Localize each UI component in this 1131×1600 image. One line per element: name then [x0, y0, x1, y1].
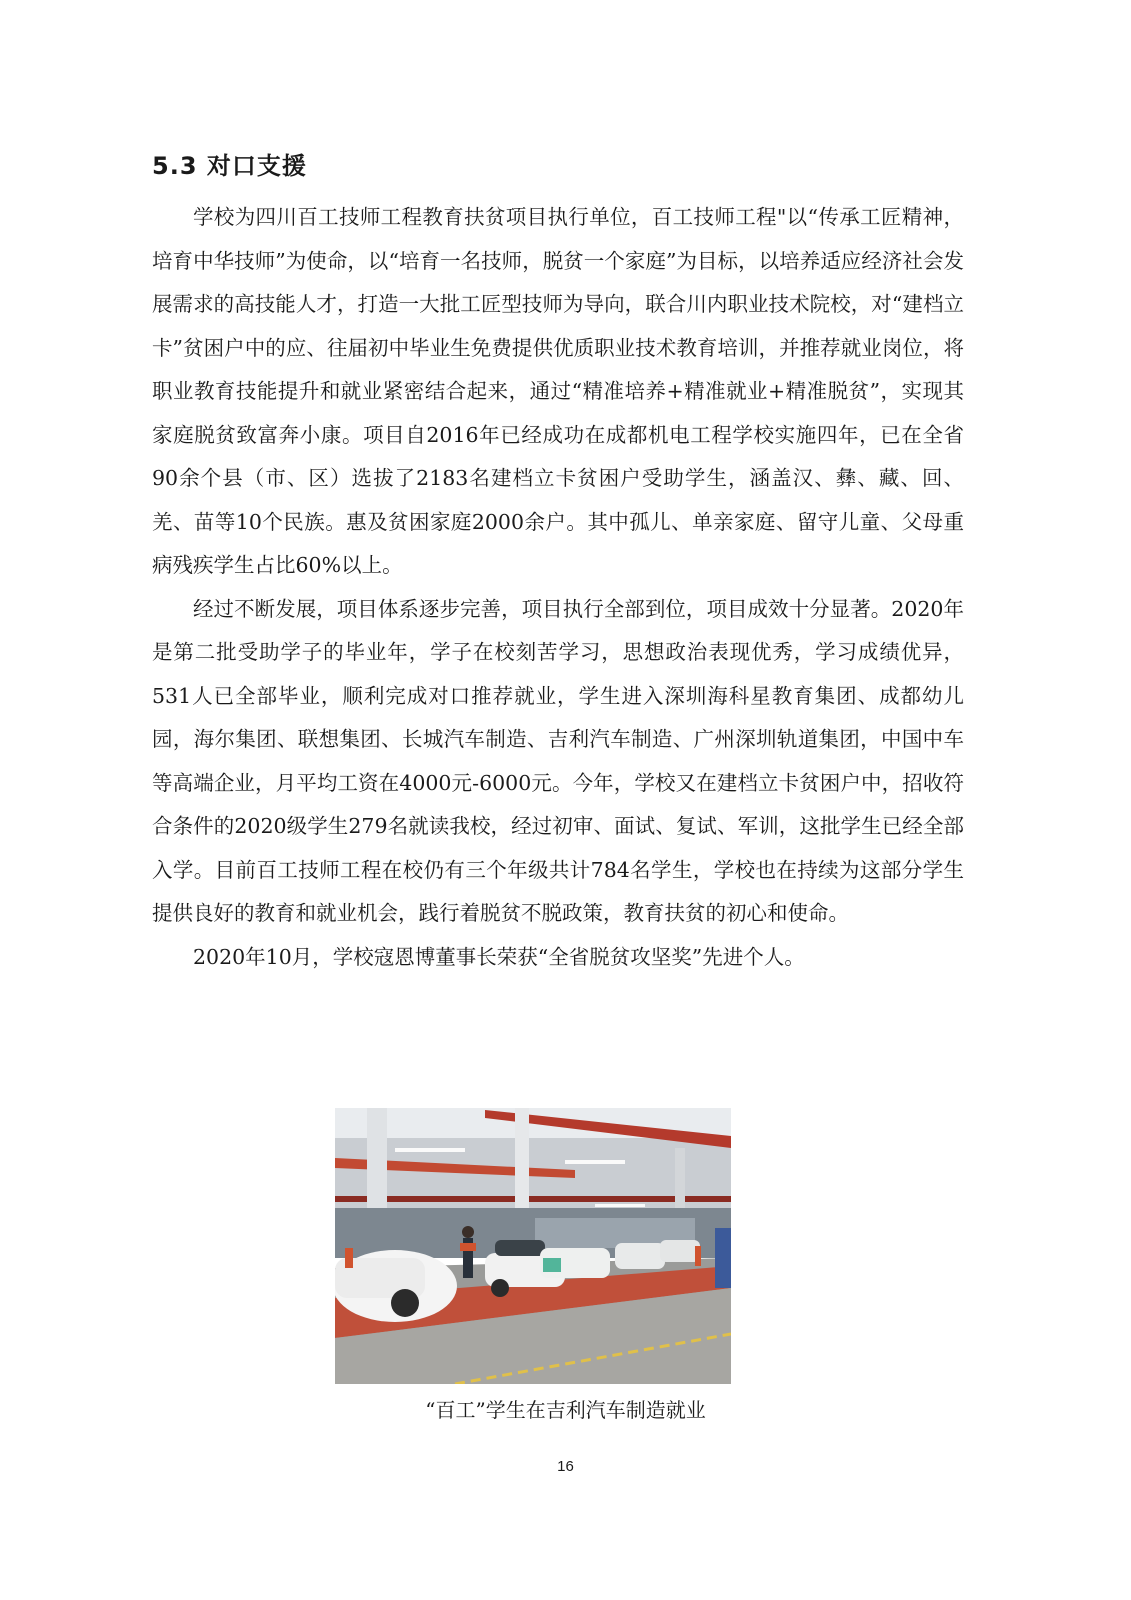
paragraph: 2020年10月，学校寇恩博董事长荣获“全省脱贫攻坚奖”先进个人。 [193, 944, 805, 969]
body-text [152, 196, 964, 979]
paragraph: 经过不断发展，项目体系逐步完善，项目执行全部到位，项目成效十分显著。2020年是第二批受助学子的毕业年，学子在校刻苦学习，思想政治表现优秀，学习成绩优异，531人已全部毕业，顺利完成对口推荐就业，学生进入深圳海科星教育集团、成都幼儿园，海尔集团、联想集团、长城汽车制造、吉利汽车制造、广州深圳轨道集团，中国中车等高端企业，月平均工资在4000元-6000元。今年，学校又在建档立卡贫困户中，招收符合条件的2020级学生279名就读我校，经过初审、面试、复试、军训，这批学生已经全部入学。目前百工技师工程在校仍有三个年级共计784名学生，学校也在持续为这部分学生提供良好的教育和就业机会，践行着脱贫不脱政策，教育扶贫的初心和使命。 [152, 596, 964, 925]
paragraph: 学校为四川百工技师工程教育扶贫项目执行单位，百工技师工程"以“传承工匠精神，培育中华技师”为使命，以“培育一名技师，脱贫一个家庭”为目标，以培养适应经济社会发展需求的高技能人才，打造一大批工匠型技师为导向，联合川内职业技术院校，对“建档立卡”贫困户中的应、往届初中毕业生免费提供优质职业技术教育培训，并推荐就业岗位，将职业教育技能提升和就业紧密结合起来，通过“精准培养+精准就业+精准脱贫”，实现其家庭脱贫致富奔小康。项目自2016年已经成功在成都机电工程学校实施四年，已在全省90余个县（市、区）选拔了2183名建档立卡贫困户受助学生，涵盖汉、彝、藏、回、羌、苗等10个民族。惠及贫困家庭2000余户。其中孤儿、单亲家庭、留守儿童、父母重病残疾学生占比60%以上。 [152, 205, 964, 577]
page-number: 16 [557, 1458, 574, 1475]
factory-photo [335, 1108, 731, 1384]
section-heading: 5.3 对口支援 [152, 152, 307, 180]
figure-caption: “百工”学生在吉利汽车制造就业 [425, 1398, 706, 1422]
